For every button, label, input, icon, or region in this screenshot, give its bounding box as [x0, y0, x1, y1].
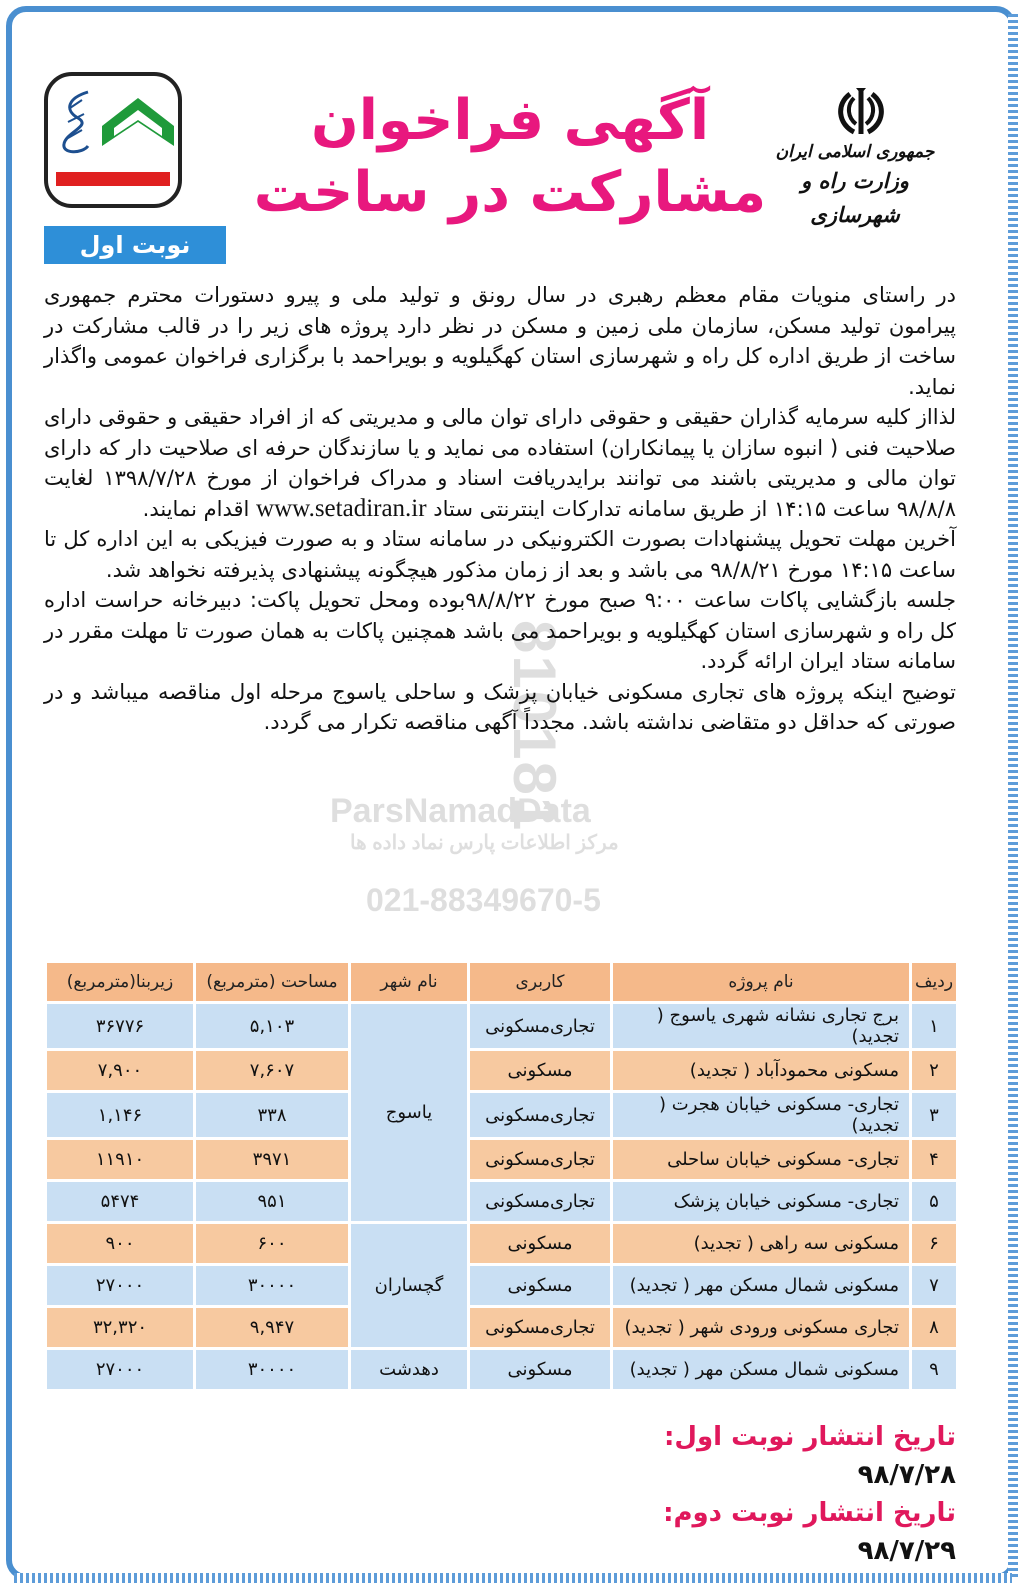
row-index: ۷	[912, 1266, 956, 1305]
first-date-value: ۹۸/۷/۲۸	[857, 1460, 956, 1490]
invitation-text-end: اقدام نمایند.	[142, 496, 250, 521]
iran-emblem-icon	[832, 84, 890, 140]
table-row	[47, 1182, 956, 1221]
built-area: ۲۷۰۰۰	[47, 1350, 193, 1389]
country-name: جمهوری اسلامی ایران	[775, 142, 935, 162]
usage: تجاری‌مسکونی	[470, 1308, 610, 1347]
column-header: نام پروژه	[613, 963, 909, 1001]
table-header-row	[47, 963, 956, 1001]
table-row	[47, 1093, 956, 1137]
watermark-name: ParsNamadData	[330, 792, 591, 830]
usage: تجاری‌مسکونی	[470, 1093, 610, 1137]
announcement-body	[44, 280, 956, 738]
usage: تجاری‌مسکونی	[470, 1004, 610, 1048]
paragraph-deadline: آخرین مهلت تحویل پیشنهادات بصورت الکترونیکی در سامانه ستاد و به صورت فیزیکی به این اداره کل تا ساعت ۱۴:۱۵ مورخ ۹۸/۸/۲۱ می باشد و بعد از زمان مذکور هیچگونه پیشنهادی پذیرفته نخواهد شد.	[44, 527, 956, 582]
built-area: ۲۷۰۰۰	[47, 1266, 193, 1305]
green-roof-icon	[100, 96, 176, 148]
red-bar	[56, 172, 170, 186]
city-name: یاسوج	[351, 1004, 467, 1221]
column-header: مساحت (مترمربع)	[196, 963, 348, 1001]
built-area: ۱,۱۴۶	[47, 1093, 193, 1137]
paragraph-invitation	[44, 402, 956, 524]
usage: تجاری‌مسکونی	[470, 1182, 610, 1221]
row-index: ۳	[912, 1093, 956, 1137]
watermark-number: 810181	[501, 620, 568, 833]
city-name: گچساران	[351, 1224, 467, 1347]
invitation-text: لذااز کلیه سرمایه گذاران حقیقی و حقوقی دارای توان مالی و مدیریتی که از افراد حقیقی و حقوقی دارای صلاحیت فنی ( انبوه سازان یا پیمانکاران) استفاده می نماید و یا سازندگان حرفه ای صلاحیت دار که دارای توان مالی و مدیریتی باشند می توانند برایدریافت اسناد و مدراک فراخوان از مورخ ۱۳۹۸/۷/۲۸ لغایت ۹۸/۸/۸ ساعت ۱۴:۱۵ از طریق سامانه تدارکات اینترنتی ستاد	[44, 405, 957, 521]
title-line-2: مشارکت در ساخت	[253, 160, 767, 225]
area: ۳۳۸	[196, 1093, 348, 1137]
usage: مسکونی	[470, 1224, 610, 1263]
table-row	[47, 1350, 956, 1389]
publication-dates	[560, 1418, 956, 1570]
project-name: مسکونی شمال مسکن مهر ( تجدید)	[613, 1266, 909, 1305]
area: ۷,۶۰۷	[196, 1051, 348, 1090]
watermark-line: مرکز اطلاعات پارس نماد داده ها	[350, 832, 619, 854]
city-name: دهدشت	[351, 1350, 467, 1389]
second-date-value: ۹۸/۷/۲۹	[857, 1536, 956, 1566]
website-link[interactable]: www.setadiran.ir	[256, 494, 427, 522]
first-round-badge: نوبت اول	[44, 226, 226, 264]
usage: مسکونی	[470, 1350, 610, 1389]
project-name: مسکونی محمودآباد ( تجدید)	[613, 1051, 909, 1090]
table-row	[47, 1224, 956, 1263]
project-name: تجاری- مسکونی خیابان پزشک	[613, 1182, 909, 1221]
paragraph-opening: جلسه بازگشایی پاکات ساعت ۹:۰۰ صبح مورخ ۹۸/۸/۲۲بوده ومحل تحویل پاکت: دبیرخانه حراست اداره کل راه و شهرسازی استان کهگیلویه و بویراحمد می باشد همچنین پاکات به همان صورت تا مهلت مقرر در سامانه ستاد ایران ارائه گردد.	[44, 588, 956, 673]
area: ۵,۱۰۳	[196, 1004, 348, 1048]
project-name: تجاری مسکونی ورودی شهر ( تجدید)	[613, 1308, 909, 1347]
built-area: ۳۲,۳۲۰	[47, 1308, 193, 1347]
project-name: مسکونی شمال مسکن مهر ( تجدید)	[613, 1350, 909, 1389]
column-header: زیربنا(مترمربع)	[47, 963, 193, 1001]
first-date-label: تاریخ انتشار نوبت اول:	[663, 1422, 956, 1452]
project-name: برج تجاری نشانه شهری یاسوج ( تجدید)	[613, 1004, 909, 1048]
row-index: ۲	[912, 1051, 956, 1090]
decorative-stripe-right	[1008, 14, 1018, 1577]
announcement-title	[240, 86, 780, 230]
area: ۳۰۰۰۰	[196, 1350, 348, 1389]
ministry-heading	[760, 140, 950, 232]
project-name: تجاری- مسکونی خیابان ساحلی	[613, 1140, 909, 1179]
usage: مسکونی	[470, 1266, 610, 1305]
usage: تجاری‌مسکونی	[470, 1140, 610, 1179]
projects-table	[44, 960, 959, 1392]
area: ۳۹۷۱	[196, 1140, 348, 1179]
first-publication-date	[560, 1418, 956, 1494]
housing-organization-logo	[44, 72, 182, 208]
built-area: ۷,۹۰۰	[47, 1051, 193, 1090]
watermark-phone: 021-88349670-5	[366, 882, 601, 918]
area: ۳۰۰۰۰	[196, 1266, 348, 1305]
second-publication-date	[560, 1494, 956, 1570]
built-area: ۵۴۷۴	[47, 1182, 193, 1221]
ministry-name: وزارت راه و شهرسازی	[801, 168, 909, 227]
project-name: مسکونی سه راهی ( تجدید)	[613, 1224, 909, 1263]
built-area: ۱۱۹۱۰	[47, 1140, 193, 1179]
area: ۹,۹۴۷	[196, 1308, 348, 1347]
project-name: تجاری- مسکونی خیابان هجرت ( تجدید)	[613, 1093, 909, 1137]
table-row	[47, 1266, 956, 1305]
column-header: نام شهر	[351, 963, 467, 1001]
built-area: ۹۰۰	[47, 1224, 193, 1263]
row-index: ۵	[912, 1182, 956, 1221]
table-row	[47, 1308, 956, 1347]
title-line-1: آگهی فراخوان	[310, 88, 710, 153]
area: ۹۵۱	[196, 1182, 348, 1221]
table-row	[47, 1004, 956, 1048]
paragraph-note: توضیح اینکه پروژه های تجاری مسکونی خیابان پزشک و ساحلی یاسوج مرحله اول مناقصه میباشد و در صورتی که حداقل دو متقاضی نداشته باشد. مجدداً آگهی مناقصه تکرار می گردد.	[44, 679, 956, 734]
built-area: ۳۶۷۷۶	[47, 1004, 193, 1048]
column-header: ردیف	[912, 963, 956, 1001]
decorative-stripe-bottom	[14, 1573, 1012, 1583]
row-index: ۴	[912, 1140, 956, 1179]
row-index: ۹	[912, 1350, 956, 1389]
row-index: ۶	[912, 1224, 956, 1263]
column-header: کاربری	[470, 963, 610, 1001]
usage: مسکونی	[470, 1051, 610, 1090]
calligraphy-mark-icon	[58, 88, 96, 158]
area: ۶۰۰	[196, 1224, 348, 1263]
row-index: ۸	[912, 1308, 956, 1347]
row-index: ۱	[912, 1004, 956, 1048]
table-row	[47, 1051, 956, 1090]
second-date-label: تاریخ انتشار نوبت دوم:	[663, 1498, 956, 1528]
table-row	[47, 1140, 956, 1179]
paragraph-intro: در راستای منویات مقام معظم رهبری در سال رونق و تولید ملی و پیرو دستورات محترم جمهوری پیرامون تولید مسکن، سازمان ملی زمین و مسکن در نظر دارد پروژه های زیر را در قالب مشارکت در ساخت از طریق اداره کل راه و شهرسازی استان کهگیلویه و بویراحمد با برگزاری فراخوان عمومی واگذار نماید.	[44, 283, 956, 399]
